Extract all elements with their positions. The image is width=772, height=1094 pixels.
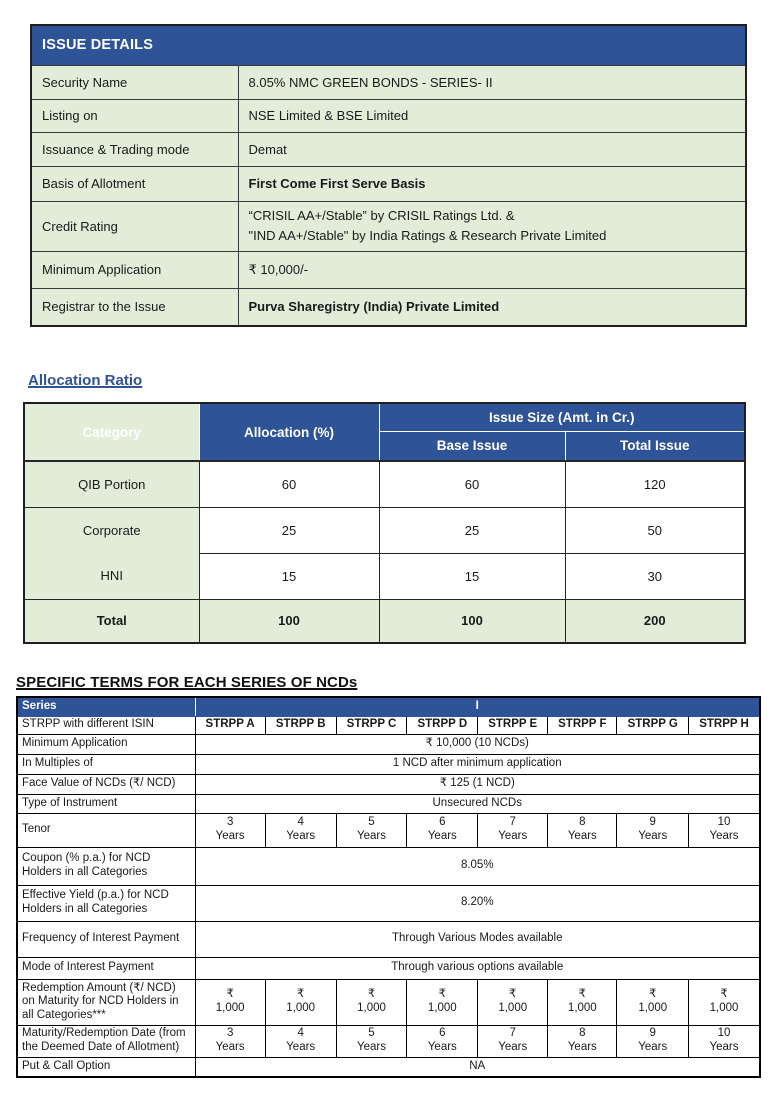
issue-details-title: ISSUE DETAILS <box>31 25 746 65</box>
term-row-label: Put & Call Option <box>17 1057 195 1077</box>
redemption-amount: 1,000 <box>215 1002 245 1014</box>
specific-terms-table <box>16 696 761 1078</box>
term-row-value: 8.20% <box>195 885 760 921</box>
issue-row-label: Listing on <box>31 99 238 132</box>
maturity-years-unit: Years <box>357 1041 386 1053</box>
tenor-years-unit: Years <box>567 830 597 842</box>
issue-row-label: Basis of Allotment <box>31 166 238 201</box>
redemption-amount: 1,000 <box>286 1002 316 1014</box>
tenor-years-number: 3 <box>226 816 234 829</box>
maturity-cell <box>195 1025 265 1057</box>
maturity-years-unit: Years <box>215 1041 245 1053</box>
term-row-value: ₹ 10,000 (10 NCDs) <box>195 734 760 754</box>
issue-row-min-application <box>31 251 746 288</box>
redemption-cell <box>407 979 478 1025</box>
alloc-header-total-issue: Total Issue <box>565 431 745 461</box>
min-application-row <box>17 734 760 754</box>
face-value-row <box>17 774 760 794</box>
strpp-col-header: STRPP H <box>689 716 760 734</box>
tenor-years-unit: Years <box>215 830 245 842</box>
rupee-symbol: ₹ <box>297 988 305 1001</box>
tenor-years-unit: Years <box>709 830 739 842</box>
alloc-base-cell: 25 <box>379 507 565 553</box>
term-row-label: In Multiples of <box>17 754 195 774</box>
tenor-years-unit: Years <box>638 830 668 842</box>
tenor-years-unit: Years <box>427 830 457 842</box>
maturity-years-number: 4 <box>297 1027 304 1040</box>
alloc-base-cell: 60 <box>379 461 565 507</box>
maturity-cell <box>548 1025 617 1057</box>
maturity-years-unit: Years <box>638 1041 668 1053</box>
redemption-cell <box>195 979 265 1025</box>
issue-row-label: Credit Rating <box>31 201 238 251</box>
alloc-percent-cell: 60 <box>199 461 379 507</box>
mode-row <box>17 957 760 979</box>
redemption-amount: 1,000 <box>638 1002 668 1014</box>
allocation-header-row-1 <box>24 403 745 431</box>
tenor-row <box>17 813 760 847</box>
strpp-col-header: STRPP C <box>336 716 407 734</box>
issue-row-issuance <box>31 132 746 166</box>
term-row-value: ₹ 125 (1 NCD) <box>195 774 760 794</box>
in-multiples-row <box>17 754 760 774</box>
term-row-label: Type of Instrument <box>17 794 195 813</box>
tenor-years-unit: Years <box>286 830 316 842</box>
allocation-heading: Allocation Ratio <box>28 372 143 389</box>
issue-row-value: 8.05% NMC GREEN BONDS - SERIES- II <box>238 65 746 99</box>
term-row-label: Minimum Application <box>17 734 195 754</box>
alloc-category-cell: QIB Portion <box>24 461 199 507</box>
tenor-years-number: 9 <box>649 816 656 829</box>
term-row-value: NA <box>195 1057 760 1077</box>
allocation-row-hni <box>24 553 745 599</box>
strpp-label-cell: STRPP with different ISIN <box>17 716 195 734</box>
credit-rating-line-2: "IND AA+/Stable" by India Ratings & Research Private Limited <box>248 228 607 243</box>
rupee-symbol: ₹ <box>720 988 728 1001</box>
issue-row-label: Security Name <box>31 65 238 99</box>
maturity-cell <box>407 1025 478 1057</box>
maturity-years-number: 5 <box>368 1027 375 1040</box>
credit-rating-line-1: “CRISIL AA+/Stable” by CRISIL Ratings Ltd. & <box>248 207 515 223</box>
issue-row-value: First Come First Serve Basis <box>238 166 746 201</box>
term-row-label: Maturity/Redemption Date (from the Deemed Date of Allotment) <box>17 1025 195 1057</box>
redemption-amount: 1,000 <box>427 1002 457 1014</box>
issue-row-value: NSE Limited & BSE Limited <box>238 99 746 132</box>
tenor-years-number: 7 <box>509 816 516 829</box>
tenor-years-number: 6 <box>439 816 446 829</box>
maturity-years-number: 7 <box>509 1027 516 1040</box>
alloc-percent-cell: 100 <box>199 599 379 643</box>
issue-row-credit-rating <box>31 201 746 251</box>
maturity-years-unit: Years <box>709 1041 739 1053</box>
issue-row-label: Minimum Application <box>31 251 238 288</box>
alloc-header-issue-size: Issue Size (Amt. in Cr.) <box>379 403 745 431</box>
redemption-amount: 1,000 <box>567 1002 597 1014</box>
alloc-percent-cell: 25 <box>199 507 379 553</box>
maturity-years-number: 9 <box>649 1027 656 1040</box>
maturity-cell <box>478 1025 548 1057</box>
term-row-value: Unsecured NCDs <box>195 794 760 813</box>
redemption-cell <box>548 979 617 1025</box>
rupee-symbol: ₹ <box>649 988 657 1001</box>
redemption-amount: 1,000 <box>357 1002 386 1014</box>
rupee-symbol: ₹ <box>367 988 376 1001</box>
term-row-label: Frequency of Interest Payment <box>17 921 195 957</box>
term-row-value: Through Various Modes available <box>195 921 760 957</box>
tenor-cell <box>195 813 265 847</box>
redemption-row <box>17 979 760 1025</box>
maturity-cell <box>265 1025 336 1057</box>
redemption-cell <box>478 979 548 1025</box>
term-row-label: Effective Yield (p.a.) for NCD Holders in all Categories <box>17 885 195 921</box>
redemption-cell <box>617 979 689 1025</box>
maturity-row <box>17 1025 760 1057</box>
alloc-category-cell: Total <box>24 599 199 643</box>
term-row-label: Redemption Amount (₹/ NCD) on Maturity for NCD Holders in all Categories*** <box>17 979 195 1025</box>
alloc-percent-cell: 15 <box>199 553 379 599</box>
coupon-row <box>17 847 760 885</box>
rupee-symbol: ₹ <box>509 988 517 1001</box>
redemption-cell <box>336 979 407 1025</box>
alloc-base-cell: 100 <box>379 599 565 643</box>
tenor-years-unit: Years <box>498 830 528 842</box>
tenor-cell <box>478 813 548 847</box>
tenor-years-number: 8 <box>579 816 586 829</box>
rupee-symbol: ₹ <box>438 988 446 1001</box>
maturity-years-number: 10 <box>717 1027 731 1040</box>
specific-terms-heading: SPECIFIC TERMS FOR EACH SERIES OF NCDs <box>16 674 358 691</box>
tenor-cell <box>407 813 478 847</box>
term-row-label: Tenor <box>17 813 195 847</box>
alloc-header-base-issue: Base Issue <box>379 431 565 461</box>
maturity-cell <box>336 1025 407 1057</box>
strpp-col-header: STRPP F <box>548 716 617 734</box>
alloc-header-allocation: Allocation (%) <box>199 403 379 461</box>
term-row-value: Through various options available <box>195 957 760 979</box>
alloc-category-cell: HNI <box>24 553 199 599</box>
tenor-cell <box>689 813 760 847</box>
allocation-row-qib <box>24 461 745 507</box>
series-label-cell: Series <box>17 697 195 716</box>
series-value-cell: I <box>195 697 760 716</box>
maturity-years-number: 6 <box>439 1027 446 1040</box>
rupee-symbol: ₹ <box>578 988 586 1001</box>
tenor-years-number: 4 <box>297 816 304 829</box>
issue-row-registrar <box>31 288 746 326</box>
maturity-years-unit: Years <box>286 1041 316 1053</box>
redemption-cell <box>265 979 336 1025</box>
strpp-col-header: STRPP D <box>407 716 478 734</box>
tenor-cell <box>336 813 407 847</box>
issue-row-value <box>238 201 746 251</box>
strpp-col-header: STRPP E <box>478 716 548 734</box>
alloc-base-cell: 15 <box>379 553 565 599</box>
term-row-label: Coupon (% p.a.) for NCD Holders in all Categories <box>17 847 195 885</box>
strpp-row <box>17 716 760 734</box>
tenor-years-number: 5 <box>368 816 375 829</box>
alloc-total-cell: 50 <box>565 507 745 553</box>
allocation-row-corporate <box>24 507 745 553</box>
maturity-cell <box>689 1025 760 1057</box>
maturity-years-number: 3 <box>226 1027 234 1040</box>
tenor-cell <box>265 813 336 847</box>
maturity-cell <box>617 1025 689 1057</box>
issue-details-table <box>30 24 747 327</box>
alloc-total-cell: 30 <box>565 553 745 599</box>
tenor-cell <box>617 813 689 847</box>
term-row-label: Face Value of NCDs (₹/ NCD) <box>17 774 195 794</box>
tenor-years-unit: Years <box>357 830 386 842</box>
instrument-type-row <box>17 794 760 813</box>
tenor-years-number: 10 <box>717 816 731 829</box>
tenor-cell <box>548 813 617 847</box>
issue-row-label: Issuance & Trading mode <box>31 132 238 166</box>
yield-row <box>17 885 760 921</box>
maturity-years-unit: Years <box>567 1041 597 1053</box>
redemption-amount: 1,000 <box>709 1002 739 1014</box>
maturity-years-unit: Years <box>427 1041 457 1053</box>
put-call-row <box>17 1057 760 1077</box>
issue-row-security <box>31 65 746 99</box>
issue-row-label: Registrar to the Issue <box>31 288 238 326</box>
alloc-total-cell: 200 <box>565 599 745 643</box>
issue-row-value: Purva Sharegistry (India) Private Limited <box>238 288 746 326</box>
maturity-years-unit: Years <box>498 1041 528 1053</box>
alloc-category-cell: Corporate <box>24 507 199 553</box>
series-row <box>17 697 760 716</box>
issue-row-listing <box>31 99 746 132</box>
term-row-label: Mode of Interest Payment <box>17 957 195 979</box>
allocation-row-total <box>24 599 745 643</box>
term-row-value: 1 NCD after minimum application <box>195 754 760 774</box>
term-row-value: 8.05% <box>195 847 760 885</box>
issue-row-allotment <box>31 166 746 201</box>
alloc-header-category: Category <box>24 403 199 461</box>
issue-row-value: ₹ 10,000/- <box>238 251 746 288</box>
redemption-amount: 1,000 <box>498 1002 528 1014</box>
strpp-col-header: STRPP A <box>195 716 265 734</box>
alloc-total-cell: 120 <box>565 461 745 507</box>
strpp-col-header: STRPP G <box>617 716 689 734</box>
strpp-col-header: STRPP B <box>265 716 336 734</box>
frequency-row <box>17 921 760 957</box>
issue-details-header-row <box>31 25 746 65</box>
maturity-years-number: 8 <box>579 1027 586 1040</box>
redemption-cell <box>689 979 760 1025</box>
allocation-table <box>23 402 746 644</box>
issue-row-value: Demat <box>238 132 746 166</box>
rupee-symbol: ₹ <box>226 988 234 1001</box>
